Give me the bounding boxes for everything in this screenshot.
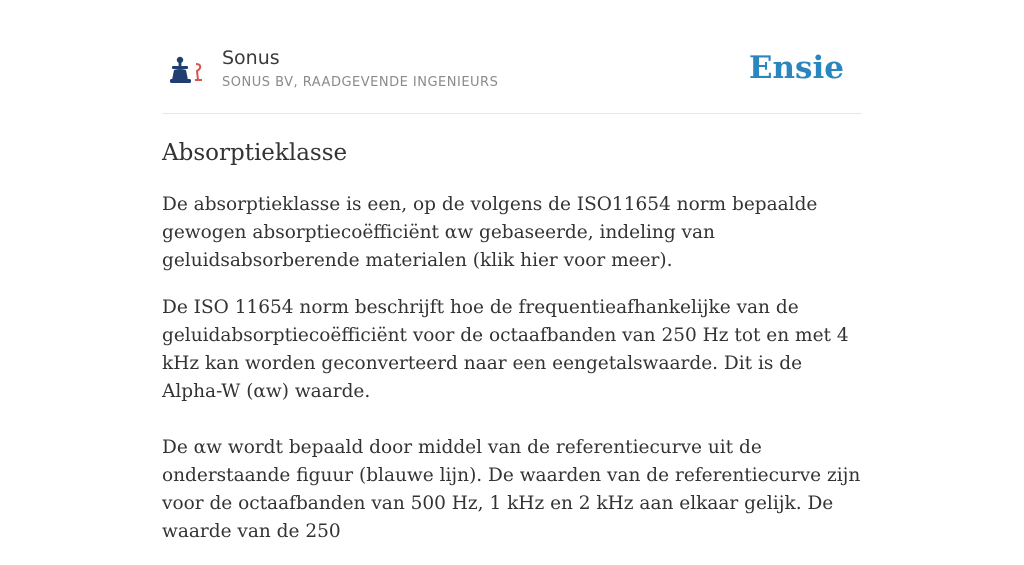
article-paragraph-3: De αw wordt bepaald door middel van de referentiecurve uit de onderstaande figuur (blauwe lijn). De waarden van de referentiecurve zijn voor de octaafbanden van 500 Hz, 1 kHz en 2 kHz aan elkaar gelijk. De waarde van de 250 <box>162 437 861 542</box>
article-title: Absorptieklasse <box>162 140 348 166</box>
ensie-brand-link[interactable]: Ensie <box>748 50 844 86</box>
article-paragraph-2: De ISO 11654 norm beschrijft hoe de frequentieafhankelijke van de geluidabsorptiecoëfficiënt voor de octaafbanden van 250 Hz tot en met 4 kHz kan worden geconverteerd naar een eengetalswaarde. Dit is de Alpha-W (αw) waarde. <box>162 297 849 402</box>
paragraph-spacer <box>162 406 862 434</box>
sonus-logo-icon[interactable] <box>168 56 206 88</box>
article <box>162 134 862 565</box>
site-header <box>162 40 862 114</box>
org-name[interactable]: Sonus <box>222 47 280 69</box>
article-paragraph-1: De absorptieklasse is een, op de volgens de ISO11654 norm bepaalde gewogen absorptiecoëfficiënt αw gebaseerde, indeling van geluidsabsorberende materialen (klik hier voor meer). <box>162 194 818 271</box>
org-subtitle: SONUS BV, RAADGEVENDE INGENIEURS <box>222 75 499 90</box>
